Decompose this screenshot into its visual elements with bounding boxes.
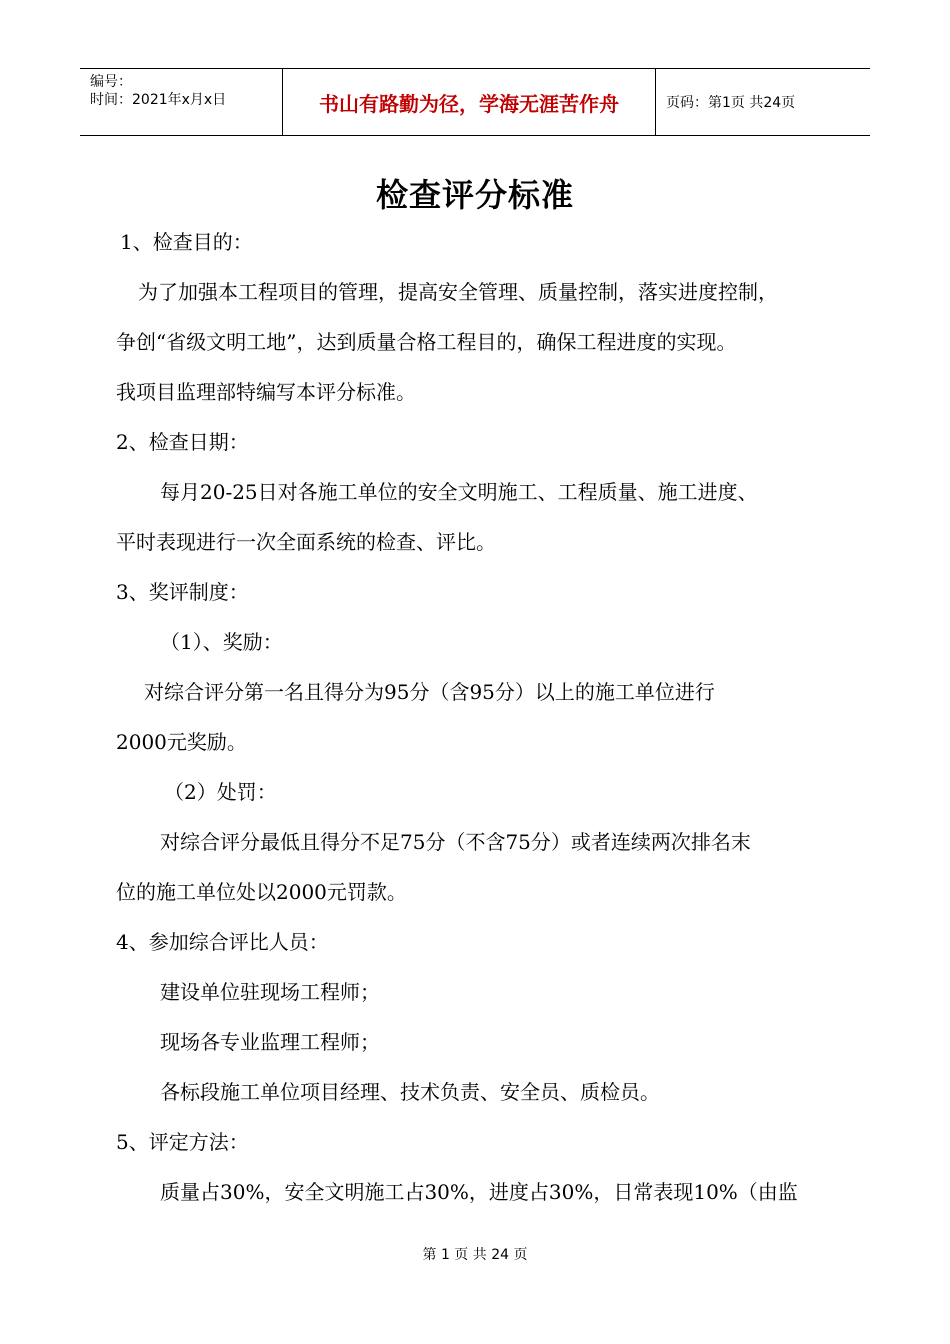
paragraph-line: 对综合评分最低且得分不足75分（不含75分）或者连续两次排名末 [160,830,751,854]
section-heading: 2、检查日期： [116,430,249,454]
header-motto: 书山有路勤为径，学海无涯苦作舟 [282,69,656,135]
page-header [80,68,870,136]
paragraph-line: 对综合评分第一名且得分为95分（含95分）以上的施工单位进行 [144,680,715,704]
subsection-heading: （2）处罚： [164,780,277,804]
header-page-info: 页码：第1页 共24页 [666,95,796,111]
header-meta [80,69,282,135]
section-heading: 1、检查目的： [120,230,253,254]
paragraph-line: 争创“省级文明工地”，达到质量合格工程目的，确保工程进度的实现。 [116,330,737,354]
paragraph-line: 每月20-25日对各施工单位的安全文明施工、工程质量、施工进度、 [160,480,758,504]
document-title: 检查评分标准 [375,176,574,214]
paragraph-line: 我项目监理部特编写本评分标准。 [116,380,416,404]
subsection-heading: （1）、奖励： [160,630,283,654]
paragraph-line: 2000元奖励。 [116,730,247,754]
list-item: 现场各专业监理工程师； [160,1030,380,1054]
paragraph-line: 位的施工单位处以2000元罚款。 [116,880,407,904]
header-number: 编号： [90,74,132,90]
section-heading: 4、参加综合评比人员： [116,930,329,954]
section-heading: 5、评定方法： [116,1130,249,1154]
page-footer: 第 1 页 共 24 页 [422,1247,528,1263]
paragraph-line: 质量占30%，安全文明施工占30%，进度占30%，日常表现10%（由监 [160,1180,798,1204]
section-heading: 3、奖评制度： [116,580,249,604]
paragraph-line: 为了加强本工程项目的管理，提高安全管理、质量控制，落实进度控制， [138,280,778,304]
list-item: 建设单位驻现场工程师； [160,980,380,1004]
paragraph-line: 平时表现进行一次全面系统的检查、评比。 [116,530,496,554]
header-time: 时间：2021年x月x日 [90,92,227,108]
list-item: 各标段施工单位项目经理、技术负责、安全员、质检员。 [160,1080,660,1104]
